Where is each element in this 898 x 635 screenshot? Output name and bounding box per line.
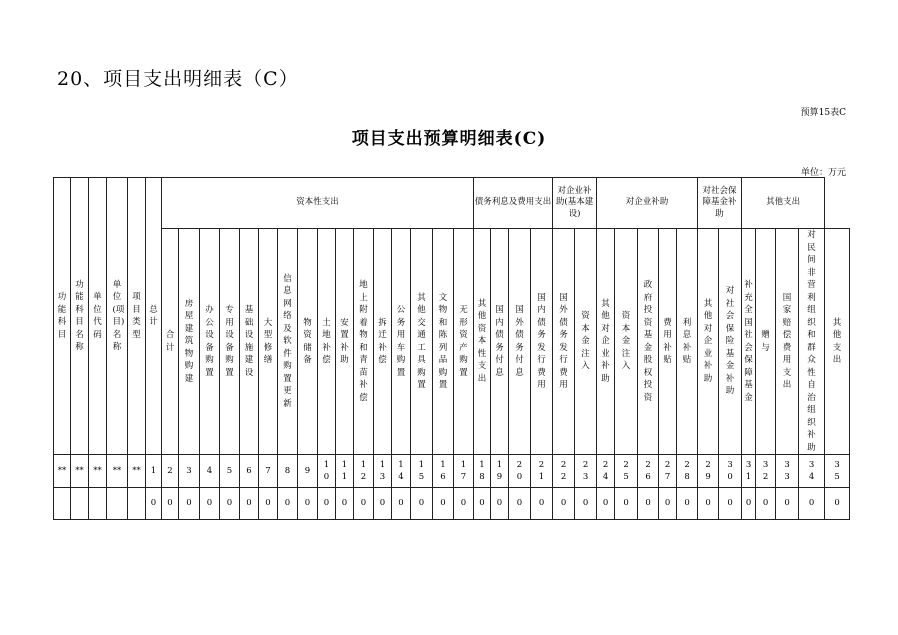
data-cell: 0	[298, 488, 318, 520]
index-cell: 33	[776, 455, 799, 488]
column-header-cell: 国内债务付息	[491, 229, 509, 455]
data-cell: 0	[531, 488, 553, 520]
unit-label: 单位：万元	[800, 168, 846, 178]
left-header-cell: 功能科目名称	[71, 178, 89, 455]
data-cell: 0	[575, 488, 597, 520]
table-title: 项目支出预算明细表(C)	[351, 129, 547, 149]
page-heading: 20、项目支出明细表（C）	[57, 68, 299, 90]
index-cell: **	[54, 455, 71, 488]
index-cell: 24	[597, 455, 615, 488]
index-cell: 29	[698, 455, 719, 488]
data-cell: 0	[411, 488, 433, 520]
index-cell: 20	[509, 455, 531, 488]
column-header-cell: 国内债务发行费用	[531, 229, 553, 455]
data-cell: 0	[162, 488, 179, 520]
data-cell: 0	[474, 488, 491, 520]
data-cell: 0	[318, 488, 336, 520]
column-header-cell: 其他交通工具购置	[411, 229, 433, 455]
index-cell: 31	[742, 455, 756, 488]
column-header-cell: 大型修缮	[259, 229, 278, 455]
data-cell: 0	[638, 488, 659, 520]
index-cell: 14	[392, 455, 411, 488]
data-cell: 0	[615, 488, 638, 520]
index-cell: 27	[659, 455, 677, 488]
data-cell: 0	[509, 488, 531, 520]
data-cell: 0	[756, 488, 776, 520]
data-cell: 0	[698, 488, 719, 520]
group-header-cell: 其他支出	[742, 178, 825, 229]
index-cell: 22	[553, 455, 575, 488]
column-header-cell: 其他资本性支出	[474, 229, 491, 455]
column-header-cell: 合计	[162, 229, 179, 455]
left-header-cell: 总计	[146, 178, 162, 455]
data-cell: 0	[240, 488, 259, 520]
data-cell: 0	[354, 488, 374, 520]
left-header-cell: 单位代码	[89, 178, 107, 455]
column-header-cell: 安置补助	[336, 229, 354, 455]
index-cell: **	[71, 455, 89, 488]
index-cell: 11	[336, 455, 354, 488]
data-cell: 0	[433, 488, 454, 520]
index-cell: 6	[240, 455, 259, 488]
data-cell: 0	[825, 488, 850, 520]
index-cell: 26	[638, 455, 659, 488]
index-cell: 34	[799, 455, 825, 488]
index-cell: **	[89, 455, 107, 488]
data-cell: 0	[392, 488, 411, 520]
data-cell: 0	[776, 488, 799, 520]
column-header-cell: 政府投资基金股权投资	[638, 229, 659, 455]
index-cell: 17	[454, 455, 474, 488]
index-cell: 12	[354, 455, 374, 488]
data-cell	[107, 488, 128, 520]
left-header-cell: 项目类型	[128, 178, 146, 455]
column-header-cell: 其他对企业补助	[698, 229, 719, 455]
data-cell: 0	[146, 488, 162, 520]
column-header-cell: 利息补贴	[677, 229, 698, 455]
column-header-cell: 国外债务发行费用	[553, 229, 575, 455]
data-cell: 0	[259, 488, 278, 520]
index-cell: 25	[615, 455, 638, 488]
index-cell: 4	[200, 455, 220, 488]
data-cell: 0	[336, 488, 354, 520]
data-cell	[54, 488, 71, 520]
column-header-cell: 无形资产购置	[454, 229, 474, 455]
index-cell: 19	[491, 455, 509, 488]
column-header-cell: 对民间非营利组织和群众性自治组织补助	[799, 229, 825, 455]
column-header-cell: 信息网络及软件购置更新	[278, 229, 298, 455]
data-cell: 0	[742, 488, 756, 520]
group-header-cell: 资本性支出	[162, 178, 474, 229]
data-cell: 0	[719, 488, 742, 520]
left-header-cell: 单位(项目)名称	[107, 178, 128, 455]
index-cell: 28	[677, 455, 698, 488]
column-header-cell: 专用设备购置	[220, 229, 240, 455]
column-header-cell: 其他对企业补助	[597, 229, 615, 455]
column-header-cell: 赠与	[756, 229, 776, 455]
index-cell: 1	[146, 455, 162, 488]
column-header-cell: 房屋建筑物购建	[179, 229, 200, 455]
data-cell	[128, 488, 146, 520]
index-cell: 9	[298, 455, 318, 488]
index-cell: **	[128, 455, 146, 488]
left-header-cell: 功能科目	[54, 178, 71, 455]
column-header-cell: 拆迁补偿	[374, 229, 392, 455]
column-header-row	[54, 229, 850, 455]
group-header-cell: 对社会保障基金补助	[698, 178, 742, 229]
index-cell: 21	[531, 455, 553, 488]
column-header-cell: 资本金注入	[575, 229, 597, 455]
index-cell: **	[107, 455, 128, 488]
index-cell: 23	[575, 455, 597, 488]
index-cell: 7	[259, 455, 278, 488]
column-header-cell: 基础设施建设	[240, 229, 259, 455]
group-header-row	[54, 178, 850, 229]
index-cell: 35	[825, 455, 850, 488]
index-cell: 3	[179, 455, 200, 488]
index-row	[54, 455, 850, 488]
data-cell: 0	[553, 488, 575, 520]
data-row	[54, 488, 850, 520]
data-cell	[71, 488, 89, 520]
index-cell: 16	[433, 455, 454, 488]
form-number: 预算15表C	[800, 108, 846, 118]
data-cell: 0	[220, 488, 240, 520]
data-cell: 0	[200, 488, 220, 520]
column-header-cell: 资本金注入	[615, 229, 638, 455]
index-cell: 13	[374, 455, 392, 488]
data-cell: 0	[179, 488, 200, 520]
column-header-cell: 其他支出	[825, 229, 850, 455]
column-header-cell: 办公设备购置	[200, 229, 220, 455]
column-header-cell: 文物和陈列品购置	[433, 229, 454, 455]
column-header-cell: 土地补偿	[318, 229, 336, 455]
group-header-cell: 对企业补助(基本建设)	[553, 178, 597, 229]
group-header-cell: 债务利息及费用支出	[474, 178, 553, 229]
data-cell: 0	[491, 488, 509, 520]
index-cell: 10	[318, 455, 336, 488]
index-cell: 15	[411, 455, 433, 488]
column-header-cell: 物资储备	[298, 229, 318, 455]
index-cell: 5	[220, 455, 240, 488]
index-cell: 8	[278, 455, 298, 488]
column-header-cell: 对社会保险基金补助	[719, 229, 742, 455]
data-cell: 0	[454, 488, 474, 520]
data-cell: 0	[799, 488, 825, 520]
column-header-cell: 补充全国社会保障基金	[742, 229, 756, 455]
group-header-cell: 对企业补助	[597, 178, 698, 229]
index-cell: 30	[719, 455, 742, 488]
column-header-cell: 国外债务付息	[509, 229, 531, 455]
data-cell: 0	[597, 488, 615, 520]
index-cell: 32	[756, 455, 776, 488]
data-cell: 0	[659, 488, 677, 520]
column-header-cell: 费用补贴	[659, 229, 677, 455]
data-cell: 0	[374, 488, 392, 520]
data-cell: 0	[677, 488, 698, 520]
data-cell	[89, 488, 107, 520]
budget-detail-table	[53, 177, 850, 520]
data-cell: 0	[278, 488, 298, 520]
index-cell: 18	[474, 455, 491, 488]
column-header-cell: 地上附着物和青苗补偿	[354, 229, 374, 455]
index-cell: 2	[162, 455, 179, 488]
column-header-cell: 国家赔偿费用支出	[776, 229, 799, 455]
column-header-cell: 公务用车购置	[392, 229, 411, 455]
